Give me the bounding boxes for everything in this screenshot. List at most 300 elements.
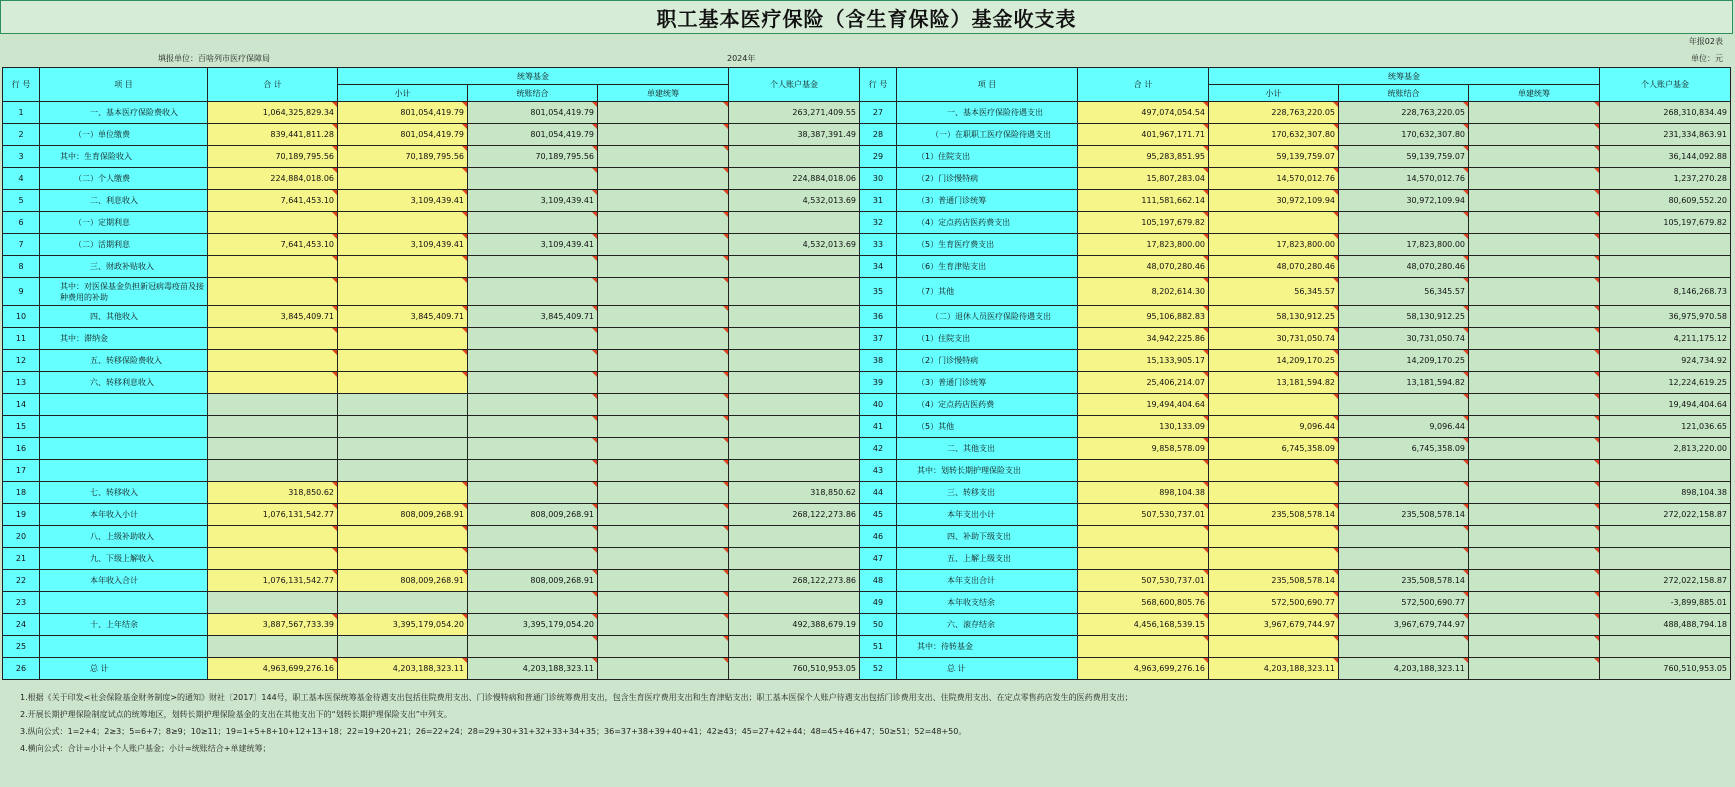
row-personal-cell[interactable] (729, 372, 860, 394)
row-total-cell[interactable]: 839,441,811.28 (208, 124, 338, 146)
row-combined-cell[interactable]: 56,345.57 (1339, 278, 1469, 306)
row-single-cell[interactable] (598, 328, 729, 350)
row-combined-cell[interactable]: 30,731,050.74 (1339, 328, 1469, 350)
row-total-cell[interactable] (208, 526, 338, 548)
row-single-cell[interactable] (1469, 124, 1600, 146)
row-combined-cell[interactable]: 70,189,795.56 (468, 146, 598, 168)
row-total-cell[interactable] (208, 394, 338, 416)
row-subtotal-cell[interactable]: 572,500,690.77 (1209, 592, 1339, 614)
row-personal-cell[interactable]: 268,122,273.86 (729, 570, 860, 592)
row-subtotal-cell[interactable]: 3,109,439.41 (338, 234, 468, 256)
row-number: 29 (860, 146, 897, 168)
table-row (3, 278, 1731, 306)
row-item-label: 三、财政补贴收入 (40, 256, 208, 278)
row-single-cell[interactable] (1469, 636, 1600, 658)
row-subtotal-cell[interactable] (1209, 394, 1339, 416)
row-personal-cell[interactable]: 231,334,863.91 (1600, 124, 1731, 146)
row-number: 4 (3, 168, 40, 190)
note-2: 2.开展长期护理保险制度试点的统筹地区，划转长期护理保险基金的支出在其他支出下的“划转长期护理保险支出”中列支。 (20, 710, 452, 719)
row-subtotal-cell[interactable] (338, 328, 468, 350)
row-total-cell[interactable] (208, 548, 338, 570)
row-item-label: （一）在职职工医疗保险待遇支出 (897, 124, 1078, 146)
row-combined-cell[interactable] (468, 350, 598, 372)
row-personal-cell[interactable]: 760,510,953.05 (1600, 658, 1731, 680)
row-single-cell[interactable] (1469, 394, 1600, 416)
table-row (3, 504, 1731, 526)
row-personal-cell[interactable] (729, 526, 860, 548)
row-single-cell[interactable] (598, 482, 729, 504)
row-personal-cell[interactable]: 4,532,013.69 (729, 190, 860, 212)
row-combined-cell[interactable]: 170,632,307.80 (1339, 124, 1469, 146)
row-number: 22 (3, 570, 40, 592)
row-subtotal-cell[interactable]: 170,632,307.80 (1209, 124, 1339, 146)
row-combined-cell[interactable]: 3,109,439.41 (468, 190, 598, 212)
row-number: 28 (860, 124, 897, 146)
row-total-cell[interactable] (208, 416, 338, 438)
row-total-cell[interactable] (208, 372, 338, 394)
row-personal-cell[interactable]: 121,036.65 (1600, 416, 1731, 438)
row-subtotal-cell[interactable] (1209, 636, 1339, 658)
row-subtotal-cell[interactable] (338, 168, 468, 190)
row-total-cell[interactable] (208, 460, 338, 482)
row-single-cell[interactable] (598, 394, 729, 416)
row-combined-cell[interactable]: 58,130,912.25 (1339, 306, 1469, 328)
row-subtotal-cell[interactable] (1209, 526, 1339, 548)
row-total-cell[interactable] (208, 328, 338, 350)
row-subtotal-cell[interactable] (338, 482, 468, 504)
row-subtotal-cell[interactable] (338, 350, 468, 372)
row-total-cell[interactable] (208, 350, 338, 372)
row-total-cell[interactable]: 95,106,882.83 (1078, 306, 1209, 328)
row-total-cell[interactable] (208, 278, 338, 306)
row-single-cell[interactable] (598, 256, 729, 278)
row-total-cell[interactable]: 15,133,905.17 (1078, 350, 1209, 372)
row-personal-cell[interactable] (729, 438, 860, 460)
row-combined-cell[interactable] (1339, 526, 1469, 548)
row-combined-cell[interactable] (1339, 482, 1469, 504)
row-personal-cell[interactable]: 8,146,268.73 (1600, 278, 1731, 306)
row-combined-cell[interactable] (468, 416, 598, 438)
row-combined-cell[interactable] (1339, 636, 1469, 658)
row-item-label: （一）定期利息 (40, 212, 208, 234)
row-combined-cell[interactable] (468, 212, 598, 234)
row-subtotal-cell[interactable] (1209, 460, 1339, 482)
row-combined-cell[interactable] (468, 328, 598, 350)
row-personal-cell[interactable] (729, 394, 860, 416)
row-single-cell[interactable] (598, 636, 729, 658)
row-subtotal-cell[interactable]: 14,570,012.76 (1209, 168, 1339, 190)
row-single-cell[interactable] (598, 658, 729, 680)
row-personal-cell[interactable]: 36,975,970.58 (1600, 306, 1731, 328)
row-single-cell[interactable] (1469, 614, 1600, 636)
row-subtotal-cell[interactable]: 30,972,109.94 (1209, 190, 1339, 212)
row-combined-cell[interactable] (468, 278, 598, 306)
row-personal-cell[interactable] (1600, 548, 1731, 570)
row-combined-cell[interactable]: 4,203,188,323.11 (1339, 658, 1469, 680)
row-combined-cell[interactable]: 228,763,220.05 (1339, 102, 1469, 124)
row-personal-cell[interactable] (729, 328, 860, 350)
row-combined-cell[interactable]: 808,009,268.91 (468, 570, 598, 592)
row-personal-cell[interactable] (729, 146, 860, 168)
row-subtotal-cell[interactable]: 14,209,170.25 (1209, 350, 1339, 372)
row-total-cell[interactable]: 898,104.38 (1078, 482, 1209, 504)
header-pool-group: 统筹基金 (338, 68, 729, 85)
row-total-cell[interactable] (208, 592, 338, 614)
table-row (3, 372, 1731, 394)
row-number: 18 (3, 482, 40, 504)
header-item: 项 目 (40, 68, 208, 102)
row-subtotal-cell[interactable]: 59,139,759.07 (1209, 146, 1339, 168)
row-personal-cell[interactable]: 318,850.62 (729, 482, 860, 504)
row-single-cell[interactable] (598, 460, 729, 482)
row-single-cell[interactable] (1469, 190, 1600, 212)
row-total-cell[interactable]: 95,283,851.95 (1078, 146, 1209, 168)
row-combined-cell[interactable] (468, 482, 598, 504)
row-single-cell[interactable] (598, 350, 729, 372)
row-single-cell[interactable] (598, 504, 729, 526)
row-single-cell[interactable] (1469, 256, 1600, 278)
row-single-cell[interactable] (1469, 278, 1600, 306)
row-combined-cell[interactable] (1339, 460, 1469, 482)
row-single-cell[interactable] (1469, 416, 1600, 438)
header-combined: 统账结合 (468, 85, 598, 102)
row-combined-cell[interactable] (468, 636, 598, 658)
row-single-cell[interactable] (1469, 168, 1600, 190)
row-combined-cell[interactable]: 14,209,170.25 (1339, 350, 1469, 372)
row-number: 10 (3, 306, 40, 328)
row-total-cell[interactable]: 15,807,283.04 (1078, 168, 1209, 190)
row-subtotal-cell[interactable] (1209, 212, 1339, 234)
row-personal-cell[interactable]: 488,488,794.18 (1600, 614, 1731, 636)
row-subtotal-cell[interactable]: 4,203,188,323.11 (338, 658, 468, 680)
row-item-label: 六、滚存结余 (897, 614, 1078, 636)
row-single-cell[interactable] (1469, 460, 1600, 482)
row-combined-cell[interactable]: 6,745,358.09 (1339, 438, 1469, 460)
row-personal-cell[interactable] (729, 306, 860, 328)
row-combined-cell[interactable] (468, 526, 598, 548)
row-personal-cell[interactable] (729, 636, 860, 658)
row-subtotal-cell[interactable]: 13,181,594.82 (1209, 372, 1339, 394)
row-combined-cell[interactable]: 13,181,594.82 (1339, 372, 1469, 394)
row-personal-cell[interactable]: 1,237,270.28 (1600, 168, 1731, 190)
row-single-cell[interactable] (1469, 504, 1600, 526)
row-item-label: （4）定点药店医药费支出 (897, 212, 1078, 234)
row-single-cell[interactable] (1469, 482, 1600, 504)
row-personal-cell[interactable] (729, 548, 860, 570)
row-single-cell[interactable] (598, 526, 729, 548)
row-single-cell[interactable] (598, 372, 729, 394)
row-single-cell[interactable] (598, 278, 729, 306)
row-item-label: 一、基本医疗保险待遇支出 (897, 102, 1078, 124)
row-item-label: （2）门诊慢特病 (897, 350, 1078, 372)
row-total-cell[interactable]: 401,967,171.71 (1078, 124, 1209, 146)
row-total-cell[interactable]: 25,406,214.07 (1078, 372, 1209, 394)
row-single-cell[interactable] (1469, 570, 1600, 592)
row-total-cell[interactable]: 111,581,662.14 (1078, 190, 1209, 212)
row-single-cell[interactable] (1469, 212, 1600, 234)
row-single-cell[interactable] (598, 124, 729, 146)
row-subtotal-cell[interactable]: 3,845,409.71 (338, 306, 468, 328)
row-single-cell[interactable] (598, 146, 729, 168)
row-single-cell[interactable] (1469, 350, 1600, 372)
row-personal-cell[interactable] (1600, 460, 1731, 482)
row-combined-cell[interactable] (468, 592, 598, 614)
row-total-cell[interactable] (1078, 548, 1209, 570)
row-single-cell[interactable] (598, 592, 729, 614)
row-personal-cell[interactable]: 263,271,409.55 (729, 102, 860, 124)
row-total-cell[interactable]: 34,942,225.86 (1078, 328, 1209, 350)
row-total-cell[interactable]: 48,070,280.46 (1078, 256, 1209, 278)
row-subtotal-cell[interactable] (338, 372, 468, 394)
row-personal-cell[interactable]: 4,211,175.12 (1600, 328, 1731, 350)
row-personal-cell[interactable]: 105,197,679.82 (1600, 212, 1731, 234)
row-subtotal-cell[interactable]: 17,823,800.00 (1209, 234, 1339, 256)
row-personal-cell[interactable] (729, 416, 860, 438)
row-number: 31 (860, 190, 897, 212)
row-subtotal-cell[interactable]: 3,109,439.41 (338, 190, 468, 212)
row-total-cell[interactable]: 7,641,453.10 (208, 190, 338, 212)
row-personal-cell[interactable]: 760,510,953.05 (729, 658, 860, 680)
row-personal-cell[interactable]: 2,813,220.00 (1600, 438, 1731, 460)
row-subtotal-cell[interactable]: 235,508,578.14 (1209, 504, 1339, 526)
row-combined-cell[interactable] (468, 372, 598, 394)
row-personal-cell[interactable]: 224,884,018.06 (729, 168, 860, 190)
table-row (3, 526, 1731, 548)
row-combined-cell[interactable]: 30,972,109.94 (1339, 190, 1469, 212)
row-combined-cell[interactable] (1339, 212, 1469, 234)
row-number: 47 (860, 548, 897, 570)
row-single-cell[interactable] (1469, 592, 1600, 614)
row-number: 32 (860, 212, 897, 234)
row-combined-cell[interactable]: 808,009,268.91 (468, 504, 598, 526)
row-subtotal-cell[interactable]: 48,070,280.46 (1209, 256, 1339, 278)
row-subtotal-cell[interactable]: 6,745,358.09 (1209, 438, 1339, 460)
row-personal-cell[interactable]: 492,388,679.19 (729, 614, 860, 636)
row-single-cell[interactable] (598, 102, 729, 124)
row-personal-cell[interactable]: 268,310,834.49 (1600, 102, 1731, 124)
row-item-label: 四、其他收入 (40, 306, 208, 328)
row-total-cell[interactable]: 497,074,054.54 (1078, 102, 1209, 124)
row-personal-cell[interactable]: 12,224,619.25 (1600, 372, 1731, 394)
row-total-cell[interactable]: 9,858,578.09 (1078, 438, 1209, 460)
report-year: 2024年 (727, 54, 756, 63)
row-subtotal-cell[interactable] (338, 592, 468, 614)
row-total-cell[interactable]: 7,641,453.10 (208, 234, 338, 256)
row-combined-cell[interactable]: 235,508,578.14 (1339, 570, 1469, 592)
row-total-cell[interactable]: 70,189,795.56 (208, 146, 338, 168)
row-combined-cell[interactable] (468, 460, 598, 482)
row-total-cell[interactable]: 1,076,131,542.77 (208, 570, 338, 592)
row-subtotal-cell[interactable]: 801,054,419.79 (338, 124, 468, 146)
row-combined-cell[interactable] (468, 168, 598, 190)
row-personal-cell[interactable] (1600, 636, 1731, 658)
row-combined-cell[interactable]: 3,109,439.41 (468, 234, 598, 256)
row-single-cell[interactable] (598, 212, 729, 234)
row-subtotal-cell[interactable] (338, 416, 468, 438)
header-single: 单建统筹 (598, 85, 729, 102)
row-subtotal-cell[interactable] (338, 212, 468, 234)
row-number: 49 (860, 592, 897, 614)
row-personal-cell[interactable]: 272,022,158.87 (1600, 504, 1731, 526)
row-combined-cell[interactable]: 801,054,419.79 (468, 102, 598, 124)
row-personal-cell[interactable] (729, 592, 860, 614)
row-single-cell[interactable] (1469, 102, 1600, 124)
row-total-cell[interactable]: 105,197,679.82 (1078, 212, 1209, 234)
row-single-cell[interactable] (1469, 438, 1600, 460)
row-personal-cell[interactable]: 924,734.92 (1600, 350, 1731, 372)
row-number: 45 (860, 504, 897, 526)
row-personal-cell[interactable]: 80,609,552.20 (1600, 190, 1731, 212)
row-total-cell[interactable]: 507,530,737.01 (1078, 570, 1209, 592)
row-personal-cell[interactable] (1600, 234, 1731, 256)
row-total-cell[interactable]: 1,076,131,542.77 (208, 504, 338, 526)
row-total-cell[interactable]: 17,823,800.00 (1078, 234, 1209, 256)
row-personal-cell[interactable]: 272,022,158.87 (1600, 570, 1731, 592)
row-combined-cell[interactable] (468, 394, 598, 416)
row-single-cell[interactable] (1469, 306, 1600, 328)
row-number: 5 (3, 190, 40, 212)
row-subtotal-cell[interactable]: 801,054,419.79 (338, 102, 468, 124)
row-single-cell[interactable] (598, 438, 729, 460)
header-combined: 统账结合 (1339, 85, 1469, 102)
row-personal-cell[interactable] (729, 278, 860, 306)
row-personal-cell[interactable]: -3,899,885.01 (1600, 592, 1731, 614)
row-subtotal-cell[interactable]: 4,203,188,323.11 (1209, 658, 1339, 680)
row-combined-cell[interactable]: 4,203,188,323.11 (468, 658, 598, 680)
row-total-cell[interactable]: 507,530,737.01 (1078, 504, 1209, 526)
row-subtotal-cell[interactable]: 9,096.44 (1209, 416, 1339, 438)
row-number: 8 (3, 256, 40, 278)
row-subtotal-cell[interactable]: 3,967,679,744.97 (1209, 614, 1339, 636)
row-subtotal-cell[interactable]: 30,731,050.74 (1209, 328, 1339, 350)
row-personal-cell[interactable] (1600, 526, 1731, 548)
row-personal-cell[interactable] (1600, 256, 1731, 278)
row-single-cell[interactable] (598, 548, 729, 570)
row-item-label: 本年收入小计 (40, 504, 208, 526)
row-total-cell[interactable]: 3,845,409.71 (208, 306, 338, 328)
row-personal-cell[interactable]: 19,494,404.64 (1600, 394, 1731, 416)
row-combined-cell[interactable] (468, 256, 598, 278)
row-total-cell[interactable]: 3,887,567,733.39 (208, 614, 338, 636)
row-combined-cell[interactable]: 59,139,759.07 (1339, 146, 1469, 168)
row-single-cell[interactable] (598, 168, 729, 190)
row-total-cell[interactable] (1078, 460, 1209, 482)
row-single-cell[interactable] (598, 234, 729, 256)
row-subtotal-cell[interactable] (338, 256, 468, 278)
row-personal-cell[interactable]: 38,387,391.49 (729, 124, 860, 146)
row-combined-cell[interactable] (468, 438, 598, 460)
row-total-cell[interactable] (208, 636, 338, 658)
row-single-cell[interactable] (1469, 548, 1600, 570)
row-personal-cell[interactable] (729, 350, 860, 372)
row-combined-cell[interactable]: 3,395,179,054.20 (468, 614, 598, 636)
row-total-cell[interactable]: 4,456,168,539.15 (1078, 614, 1209, 636)
row-personal-cell[interactable] (729, 256, 860, 278)
row-combined-cell[interactable]: 9,096.44 (1339, 416, 1469, 438)
row-total-cell[interactable] (1078, 526, 1209, 548)
row-subtotal-cell[interactable]: 56,345.57 (1209, 278, 1339, 306)
row-subtotal-cell[interactable] (1209, 482, 1339, 504)
row-combined-cell[interactable]: 801,054,419.79 (468, 124, 598, 146)
row-personal-cell[interactable] (729, 212, 860, 234)
row-single-cell[interactable] (1469, 526, 1600, 548)
row-subtotal-cell[interactable]: 58,130,912.25 (1209, 306, 1339, 328)
row-single-cell[interactable] (1469, 328, 1600, 350)
row-total-cell[interactable] (1078, 636, 1209, 658)
row-total-cell[interactable]: 130,133.09 (1078, 416, 1209, 438)
row-combined-cell[interactable]: 17,823,800.00 (1339, 234, 1469, 256)
row-subtotal-cell[interactable]: 228,763,220.05 (1209, 102, 1339, 124)
row-personal-cell[interactable]: 268,122,273.86 (729, 504, 860, 526)
row-subtotal-cell[interactable] (338, 438, 468, 460)
row-total-cell[interactable] (208, 256, 338, 278)
row-total-cell[interactable]: 8,202,614.30 (1078, 278, 1209, 306)
row-total-cell[interactable] (208, 438, 338, 460)
row-combined-cell[interactable]: 572,500,690.77 (1339, 592, 1469, 614)
row-combined-cell[interactable]: 3,845,409.71 (468, 306, 598, 328)
row-personal-cell[interactable] (729, 460, 860, 482)
footnotes (20, 689, 1133, 757)
row-combined-cell[interactable]: 14,570,012.76 (1339, 168, 1469, 190)
row-single-cell[interactable] (598, 306, 729, 328)
row-subtotal-cell[interactable]: 70,189,795.56 (338, 146, 468, 168)
row-subtotal-cell[interactable]: 808,009,268.91 (338, 570, 468, 592)
row-total-cell[interactable]: 1,064,325,829.34 (208, 102, 338, 124)
row-combined-cell[interactable]: 48,070,280.46 (1339, 256, 1469, 278)
row-subtotal-cell[interactable]: 808,009,268.91 (338, 504, 468, 526)
row-single-cell[interactable] (598, 614, 729, 636)
row-single-cell[interactable] (1469, 146, 1600, 168)
row-subtotal-cell[interactable]: 3,395,179,054.20 (338, 614, 468, 636)
row-subtotal-cell[interactable] (338, 636, 468, 658)
row-subtotal-cell[interactable] (338, 278, 468, 306)
row-combined-cell[interactable]: 3,967,679,744.97 (1339, 614, 1469, 636)
row-personal-cell[interactable]: 36,144,092.88 (1600, 146, 1731, 168)
row-subtotal-cell[interactable] (338, 460, 468, 482)
row-subtotal-cell[interactable] (338, 394, 468, 416)
row-number: 12 (3, 350, 40, 372)
row-combined-cell[interactable] (1339, 394, 1469, 416)
row-total-cell[interactable]: 318,850.62 (208, 482, 338, 504)
row-single-cell[interactable] (598, 570, 729, 592)
row-total-cell[interactable]: 4,963,699,276.16 (1078, 658, 1209, 680)
row-total-cell[interactable]: 224,884,018.06 (208, 168, 338, 190)
row-item-label: 本年收支结余 (897, 592, 1078, 614)
row-total-cell[interactable]: 4,963,699,276.16 (208, 658, 338, 680)
row-subtotal-cell[interactable] (338, 548, 468, 570)
table-row (3, 146, 1731, 168)
row-single-cell[interactable] (598, 190, 729, 212)
row-combined-cell[interactable] (1339, 548, 1469, 570)
row-total-cell[interactable]: 19,494,404.64 (1078, 394, 1209, 416)
row-subtotal-cell[interactable] (338, 526, 468, 548)
row-number: 16 (3, 438, 40, 460)
row-subtotal-cell[interactable] (1209, 548, 1339, 570)
row-total-cell[interactable] (208, 212, 338, 234)
row-combined-cell[interactable]: 235,508,578.14 (1339, 504, 1469, 526)
row-personal-cell[interactable]: 898,104.38 (1600, 482, 1731, 504)
page-title: 职工基本医疗保险（含生育保险）基金收支表 (656, 6, 1077, 31)
row-single-cell[interactable] (598, 416, 729, 438)
row-total-cell[interactable]: 568,600,805.76 (1078, 592, 1209, 614)
row-subtotal-cell[interactable]: 235,508,578.14 (1209, 570, 1339, 592)
row-number: 40 (860, 394, 897, 416)
row-single-cell[interactable] (1469, 658, 1600, 680)
row-single-cell[interactable] (1469, 372, 1600, 394)
row-single-cell[interactable] (1469, 234, 1600, 256)
row-personal-cell[interactable]: 4,532,013.69 (729, 234, 860, 256)
row-combined-cell[interactable] (468, 548, 598, 570)
